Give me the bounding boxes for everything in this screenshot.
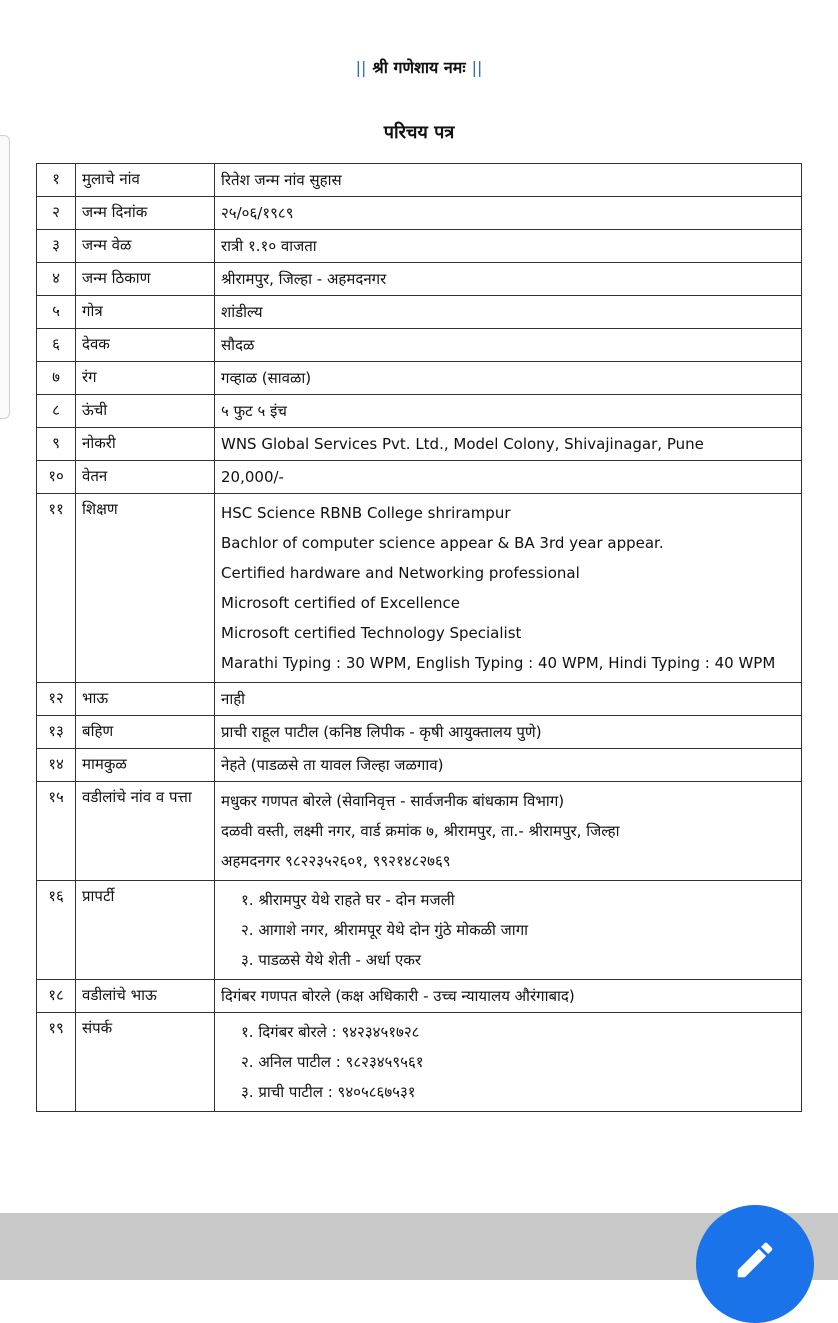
invocation-heading [0,56,838,78]
scroll-edge-handle[interactable] [0,135,10,419]
table-row [37,395,802,428]
row-number: ७ [37,362,76,395]
table-row [37,749,802,782]
table-row [37,296,802,329]
row-value [215,782,802,881]
value-line: Bachlor of computer science appear & BA 3rd year appear. [221,534,664,552]
row-label: मुलाचे नांव [76,164,215,197]
row-label: देवक [76,329,215,362]
value-line: शांडील्य [221,303,263,321]
row-number: १९ [37,1013,76,1112]
value-line: दळवी वस्ती, लक्ष्मी नगर, वार्ड क्रमांक ७, श्रीरामपुर, ता.- श्रीरामपुर, जिल्हा [221,822,620,840]
row-number: ६ [37,329,76,362]
row-value [215,716,802,749]
row-label: संपर्क [76,1013,215,1112]
table-row [37,164,802,197]
value-line: मधुकर गणपत बोरले (सेवानिवृत्त - सार्वजनीक बांधकाम विभाग) [221,792,565,810]
value-line: २५/०६/१९८९ [221,204,294,222]
table-row [37,263,802,296]
row-label: ऊंची [76,395,215,428]
row-value [215,749,802,782]
row-number: ४ [37,263,76,296]
table-row [37,197,802,230]
value-line: Marathi Typing : 30 WPM, English Typing : 40 WPM, Hindi Typing : 40 WPM [221,654,776,672]
row-number: ५ [37,296,76,329]
table-row [37,428,802,461]
value-line: नेहते (पाडळसे ता यावल जिल्हा जळगाव) [221,756,444,774]
value-line: सौदळ [221,336,255,354]
value-line: प्राची राहूल पाटील (कनिष्ठ लिपीक - कृषी आयुक्तालय पुणे) [221,723,542,741]
value-line: रात्री १.१० वाजता [221,237,317,255]
value-line: HSC Science RBNB College shrirampur [221,504,511,522]
table-row [37,329,802,362]
row-number: १२ [37,683,76,716]
table-row [37,461,802,494]
row-label: शिक्षण [76,494,215,683]
table-row [37,782,802,881]
row-number: १ [37,164,76,197]
row-label: मामकुळ [76,749,215,782]
row-number: १३ [37,716,76,749]
row-number: २ [37,197,76,230]
table-row [37,230,802,263]
value-line: Microsoft certified of Excellence [221,594,461,612]
table-row [37,716,802,749]
bar-left: || [355,58,367,77]
value-line: अहमदनगर ९८२२३५२६०१, ९९२१४८२७६९ [221,852,451,870]
value-line: दिगंबर गणपत बोरले (कक्ष अधिकारी - उच्च न्यायालय औरंगाबाद) [221,987,575,1005]
row-number: ११ [37,494,76,683]
row-label: जन्म वेळ [76,230,215,263]
row-value [215,329,802,362]
row-label: वडीलांचे भाऊ [76,980,215,1013]
row-label: नोकरी [76,428,215,461]
row-value [215,197,802,230]
row-number: १४ [37,749,76,782]
value-line: ३. पाडळसे येथे शेती - अर्धा एकर [241,951,422,969]
row-value [215,980,802,1013]
row-number: ९ [37,428,76,461]
value-line: Microsoft certified Technology Specialist [221,624,522,642]
table-row [37,1013,802,1112]
page-title: परिचय पत्र [383,122,455,143]
value-line: WNS Global Services Pvt. Ltd., Model Colony, Shivajinagar, Pune [221,435,704,453]
row-value [215,164,802,197]
row-value [215,263,802,296]
table-row [37,881,802,980]
row-value [215,362,802,395]
row-number: १६ [37,881,76,980]
row-label: बहिण [76,716,215,749]
value-line: नाही [221,690,246,708]
value-line: १. श्रीरामपुर येथे राहते घर - दोन मजली [241,891,455,909]
bar-right: || [471,58,483,77]
value-line: १. दिगंबर बोरले : ९४२३४५१७२८ [241,1023,420,1041]
table-row [37,362,802,395]
row-value [215,683,802,716]
row-value [215,428,802,461]
row-number: १८ [37,980,76,1013]
row-label: प्रापर्टी [76,881,215,980]
value-line: श्रीरामपुर, जिल्हा - अहमदनगर [221,270,387,288]
invocation-text: श्री गणेशाय नमः [372,58,466,77]
row-value [215,395,802,428]
row-label: भाऊ [76,683,215,716]
row-number: १० [37,461,76,494]
row-label: रंग [76,362,215,395]
row-label: जन्म दिनांक [76,197,215,230]
row-value [215,230,802,263]
table-row [37,980,802,1013]
value-line: 20,000/- [221,468,284,486]
row-value [215,461,802,494]
value-line: गव्हाळ (सावळा) [221,369,312,387]
row-number: ३ [37,230,76,263]
value-line: Certified hardware and Networking professional [221,564,580,582]
row-number: ८ [37,395,76,428]
value-line: २. आगाशे नगर, श्रीरामपूर येथे दोन गुंठे मोकळी जागा [241,921,529,939]
table-row [37,683,802,716]
row-value [215,881,802,980]
row-value [215,1013,802,1112]
value-line: रितेश जन्म नांव सुहास [221,171,342,189]
value-line: ५ फुट ५ इंच [221,402,287,420]
row-label: जन्म ठिकाण [76,263,215,296]
row-value [215,494,802,683]
value-line: २. अनिल पाटील : ९८२३४५९५६१ [241,1053,424,1071]
row-value [215,296,802,329]
row-number: १५ [37,782,76,881]
edit-button[interactable] [696,1205,814,1323]
value-line: ३. प्राची पाटील : ९४०५८६७५३१ [241,1083,416,1101]
row-label: वेतन [76,461,215,494]
biodata-table [36,163,802,1112]
table-row [37,494,802,683]
row-label: गोत्र [76,296,215,329]
row-label: वडीलांचे नांव व पत्ता [76,782,215,881]
pencil-icon [732,1237,778,1283]
